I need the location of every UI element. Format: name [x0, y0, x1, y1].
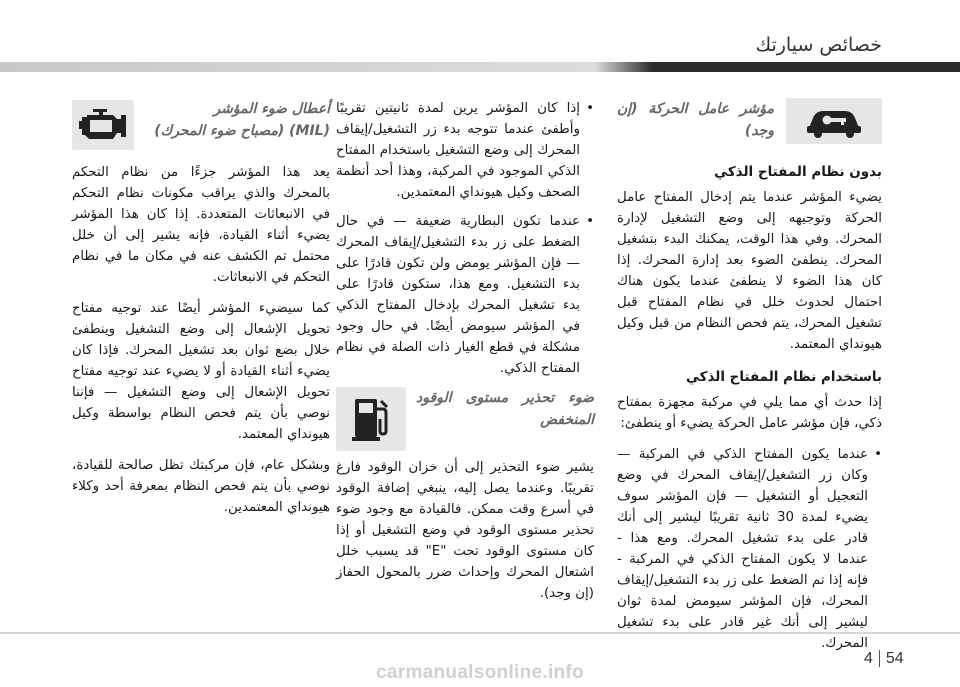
immobilizer-title: مؤشر عامل الحركة (إن وجد) — [617, 101, 774, 139]
header-rule — [0, 62, 960, 72]
footer-rule — [0, 632, 960, 634]
list-item: • عندما يكون المفتاح الذكي في المركبة — وكان زر التشغيل/إيقاف المحرك في وضع التعجيل أو التشغيل — فإن المؤشر سوف يضيء لمدة 30 ثانية تقريبًا ليشير إلى أنك قادر على بدء تشغيل المحرك. ومع هذا - عندما لا يكون المفتاح الذكي في المركبة - فإنه إذا تم الضغط على زر بدء التشغيل/إيقاف المحرك، فإن المؤشر سيومض لمدة ثوان ليشير إلى أنك غير قادر على بدء تشغيل المحرك. — [617, 444, 882, 654]
car-key-icon — [786, 98, 882, 144]
paragraph: إذا حدث أي مما يلي في مركبة مجهزة بمفتاح ذكي، فإن مؤشر عامل الحركة يضيء أو ينطفئ: — [617, 395, 882, 431]
paragraph: وبشكل عام، فإن مركبتك تظل صالحة للقيادة، نوصي بأن يتم فحص النظام بمعرفة أحد وكلاء هيونداي المعتمدين. — [72, 458, 330, 515]
bullet-list — [336, 98, 594, 379]
middle-column — [336, 98, 594, 614]
list-item: • عندما تكون البطارية ضعيفة — في حال الضغط على زر بدء التشغيل/إيقاف المحرك — فإن المؤشر يومض ولن تكون قادرًا على بدء التشغيل. ومع هذا، ستكون قادرًا على بدء تشغيل المحرك بإدخال المفتاح الذكي في المؤشر سيومض أيضًا. في حال وجود مشكلة في قطع الغيار ذات الصلة في نظام المفتاح الذكي. — [336, 211, 594, 379]
low-fuel-title: ضوء تحذير مستوى الوقود المنخفض — [416, 390, 594, 428]
paragraph: كما سيضيء المؤشر أيضًا عند توجيه مفتاح تحويل الإشعال إلى وضع التشغيل وينطفئ خلال بضع ثوان بعد تشغيل المحرك. فإذا كان يضيء أثناء القيادة أو لا يضيء عند توجيه مفتاح تحويل الإشعال إلى وضع التشغيل — فإننا نوصي بأن يتم فحص النظام بواسطة وكيل هيونداي المعتمد. — [72, 301, 330, 442]
check-engine-icon — [72, 100, 134, 150]
page-number-value: 54 — [885, 650, 904, 667]
mil-subtitle: (MIL) (مصباح ضوء المحرك) — [154, 123, 330, 139]
paragraph: يشير ضوء التحذير إلى أن خزان الوقود فارغ تقريبًا. وعندما يصل إليه، ينبغي إضافة الوقود في أسرع وقت ممكن. فالقيادة مع وجود ضوء تحذير مستوى الوقود في وضع التشغيل أو إذا كان مستوى الوقود تحت "E" قد يسبب خلل اشتعال المحرك وإحداث ضرر بالمحول الحفاز (إن وجد). — [336, 460, 594, 601]
watermark: carmanualsonline.info — [376, 662, 584, 683]
paragraph: يعد هذا المؤشر جزءًا من نظام التحكم بالمحرك والذي يراقب مكونات نظام التحكم في الانبعاثات المتعددة. إذا كان هذا المؤشر يضيء أثناء القيادة، فإنه يشير إلى أن خلل محتمل تم الكشف عنه في مكان ما في نظام التحكم في الانبعاثات. — [72, 165, 330, 285]
subtitle-with-smart-key: باستخدام نظام المفتاح الذكي — [685, 369, 882, 385]
fuel-pump-icon — [336, 387, 406, 451]
list-item: • إذا كان المؤشر يرين لمدة ثانيتين تقريبًا وأطفئ عندما تتوجه بدء زر التشغيل/إيقاف المحرك إلى وضع التشغيل باستخدام المفتاح الذكي الموجود في المركبة، وهذا أحد أنظمة الصحف وكيل هيونداي المعتمدين. — [336, 98, 594, 203]
left-column — [72, 98, 330, 528]
section-header-title: خصائص سيارتك — [755, 34, 882, 56]
mil-title: أعطال ضوء المؤشر — [213, 101, 330, 117]
bullet-list — [617, 444, 882, 654]
chapter-number: 4 — [864, 650, 880, 667]
paragraph: يضيء المؤشر عندما يتم إدخال المفتاح عامل الحركة وتوجيهه إلى وضع التشغيل لإدارة المحرك. وفي هذا الوقت، يمكنك البدء بتشغيل المحرك. ينطفئ الضوء بعد إدارة المحرك. إذا كان هذا الضوء لا ينطفئ عندما يكون هناك احتمال لحدوث خلل في نظام المفتاح قبل تشغيل المحرك، يتم فحص النظام من قبل وكيل هيونداي المعتمد. — [617, 190, 882, 352]
subtitle-without-smart-key: بدون نظام المفتاح الذكي — [714, 164, 882, 180]
right-column — [617, 98, 882, 662]
